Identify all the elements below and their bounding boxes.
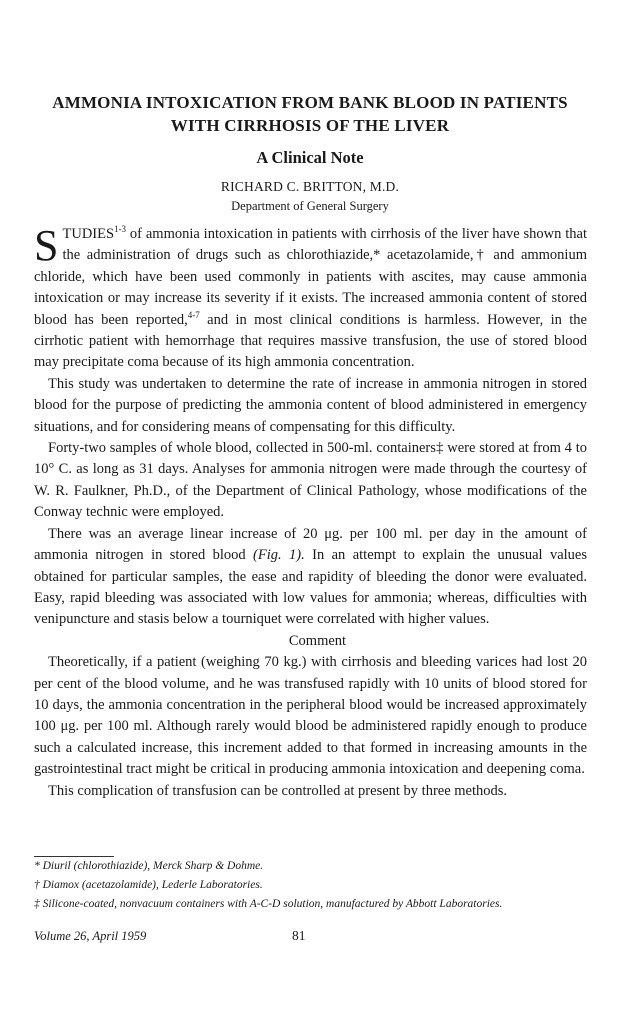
- author-department: Department of General Surgery: [231, 199, 389, 213]
- footnote-1: * Diuril (chlorothiazide), Merck Sharp & Dohme.: [34, 860, 264, 872]
- paragraph-1-text-b: of ammonia intoxication in patients with cirrhosis of the liver have shown that the administration of drugs such as chlorothiazide,* acetazolamide,† and ammonium chloride, which have been used commonly in patients with ascites, may cause ammonia intoxication or may increase its severity if it exists. The increased ammonia content of stored blood has been reported,: [34, 226, 587, 328]
- paragraph-4-text-b: In an attempt to explain the unusual values obtained for particular samples, the ease and rapidity of bleeding the donor were evaluated. Easy, rapid bleeding was associated with low values for ammonia; whereas, difficulties with venipuncture and stasis below a tourniquet were correlated with higher values.: [34, 547, 588, 628]
- author-name: RICHARD C. BRITTON, M.D.: [220, 179, 400, 194]
- paragraph-1-text-a: TUDIES: [62, 226, 115, 242]
- figure-reference: (Fig. 1).: [253, 547, 305, 564]
- article-title-line-1: AMMONIA INTOXICATION FROM BANK BLOOD IN PATIENTS: [52, 93, 568, 112]
- journal-issue: Volume 26, April 1959: [34, 929, 147, 943]
- citation-4-7: 4-7: [187, 309, 200, 320]
- paragraph-5: Theoretically, if a patient (weighing 70 kg.) with cirrhosis and bleeding varices had lost 20 per cent of the blood volume, and he was transfused rapidly with 10 units of blood stored for 10 days, the ammonia concentration in the peripheral blood would be increased approximately 100 μg. per 100 ml. Although rarely would blood be administered rapidly enough to produce such a calculated increase, this increment added to that formed in increasing amounts in the gastrointestinal tract might be critical in producing ammonia intoxication and deepening coma.: [34, 654, 587, 778]
- paragraph-4-text-a: There was an average linear increase of 20 μg. per 100 ml. per day in the amount of ammonia nitrogen in stored blood: [34, 525, 587, 564]
- article-body: [34, 221, 588, 802]
- footnote-3: ‡ Silicone-coated, nonvacuum containers with A-C-D solution, manufactured by Abbott Laboratories.: [34, 898, 503, 910]
- paragraph-4: [34, 524, 587, 631]
- article-subtitle: A Clinical Note: [256, 148, 364, 167]
- page-number: 81: [292, 928, 306, 943]
- citation-1-3: 1-3: [114, 224, 127, 235]
- paragraph-1-text-c: and in most clinical conditions is harmless. However, in the cirrhotic patient with hemorrhage that requires massive transfusion, the use of stored blood may precipitate coma because of its high ammonia concentration.: [34, 311, 587, 371]
- article-title-line-2: WITH CIRRHOSIS OF THE LIVER: [170, 116, 450, 135]
- paragraph-6: This complication of transfusion can be controlled at present by three methods.: [48, 782, 508, 799]
- drop-cap: S: [34, 221, 59, 270]
- footnote-2: † Diamox (acetazolamide), Lederle Laboratories.: [34, 879, 263, 891]
- paragraph-3: Forty-two samples of whole blood, collected in 500-ml. containers‡ were stored at from 4 to 10° C. as long as 31 days. Analyses for ammonia nitrogen were made through the courtesy of W. R. Faulkner, Ph.D., of the Department of Clinical Pathology, whose modifications of the Conway technic were employed.: [34, 440, 587, 521]
- section-heading-comment: Comment: [288, 632, 347, 649]
- paragraph-1: [34, 221, 587, 374]
- paragraph-2: This study was undertaken to determine the rate of increase in ammonia nitrogen in stored blood for the purpose of predicting the ammonia content of blood administered in emergency situations, and for considering means of compensating for this difficulty.: [34, 375, 587, 435]
- footnote-divider: [34, 856, 114, 857]
